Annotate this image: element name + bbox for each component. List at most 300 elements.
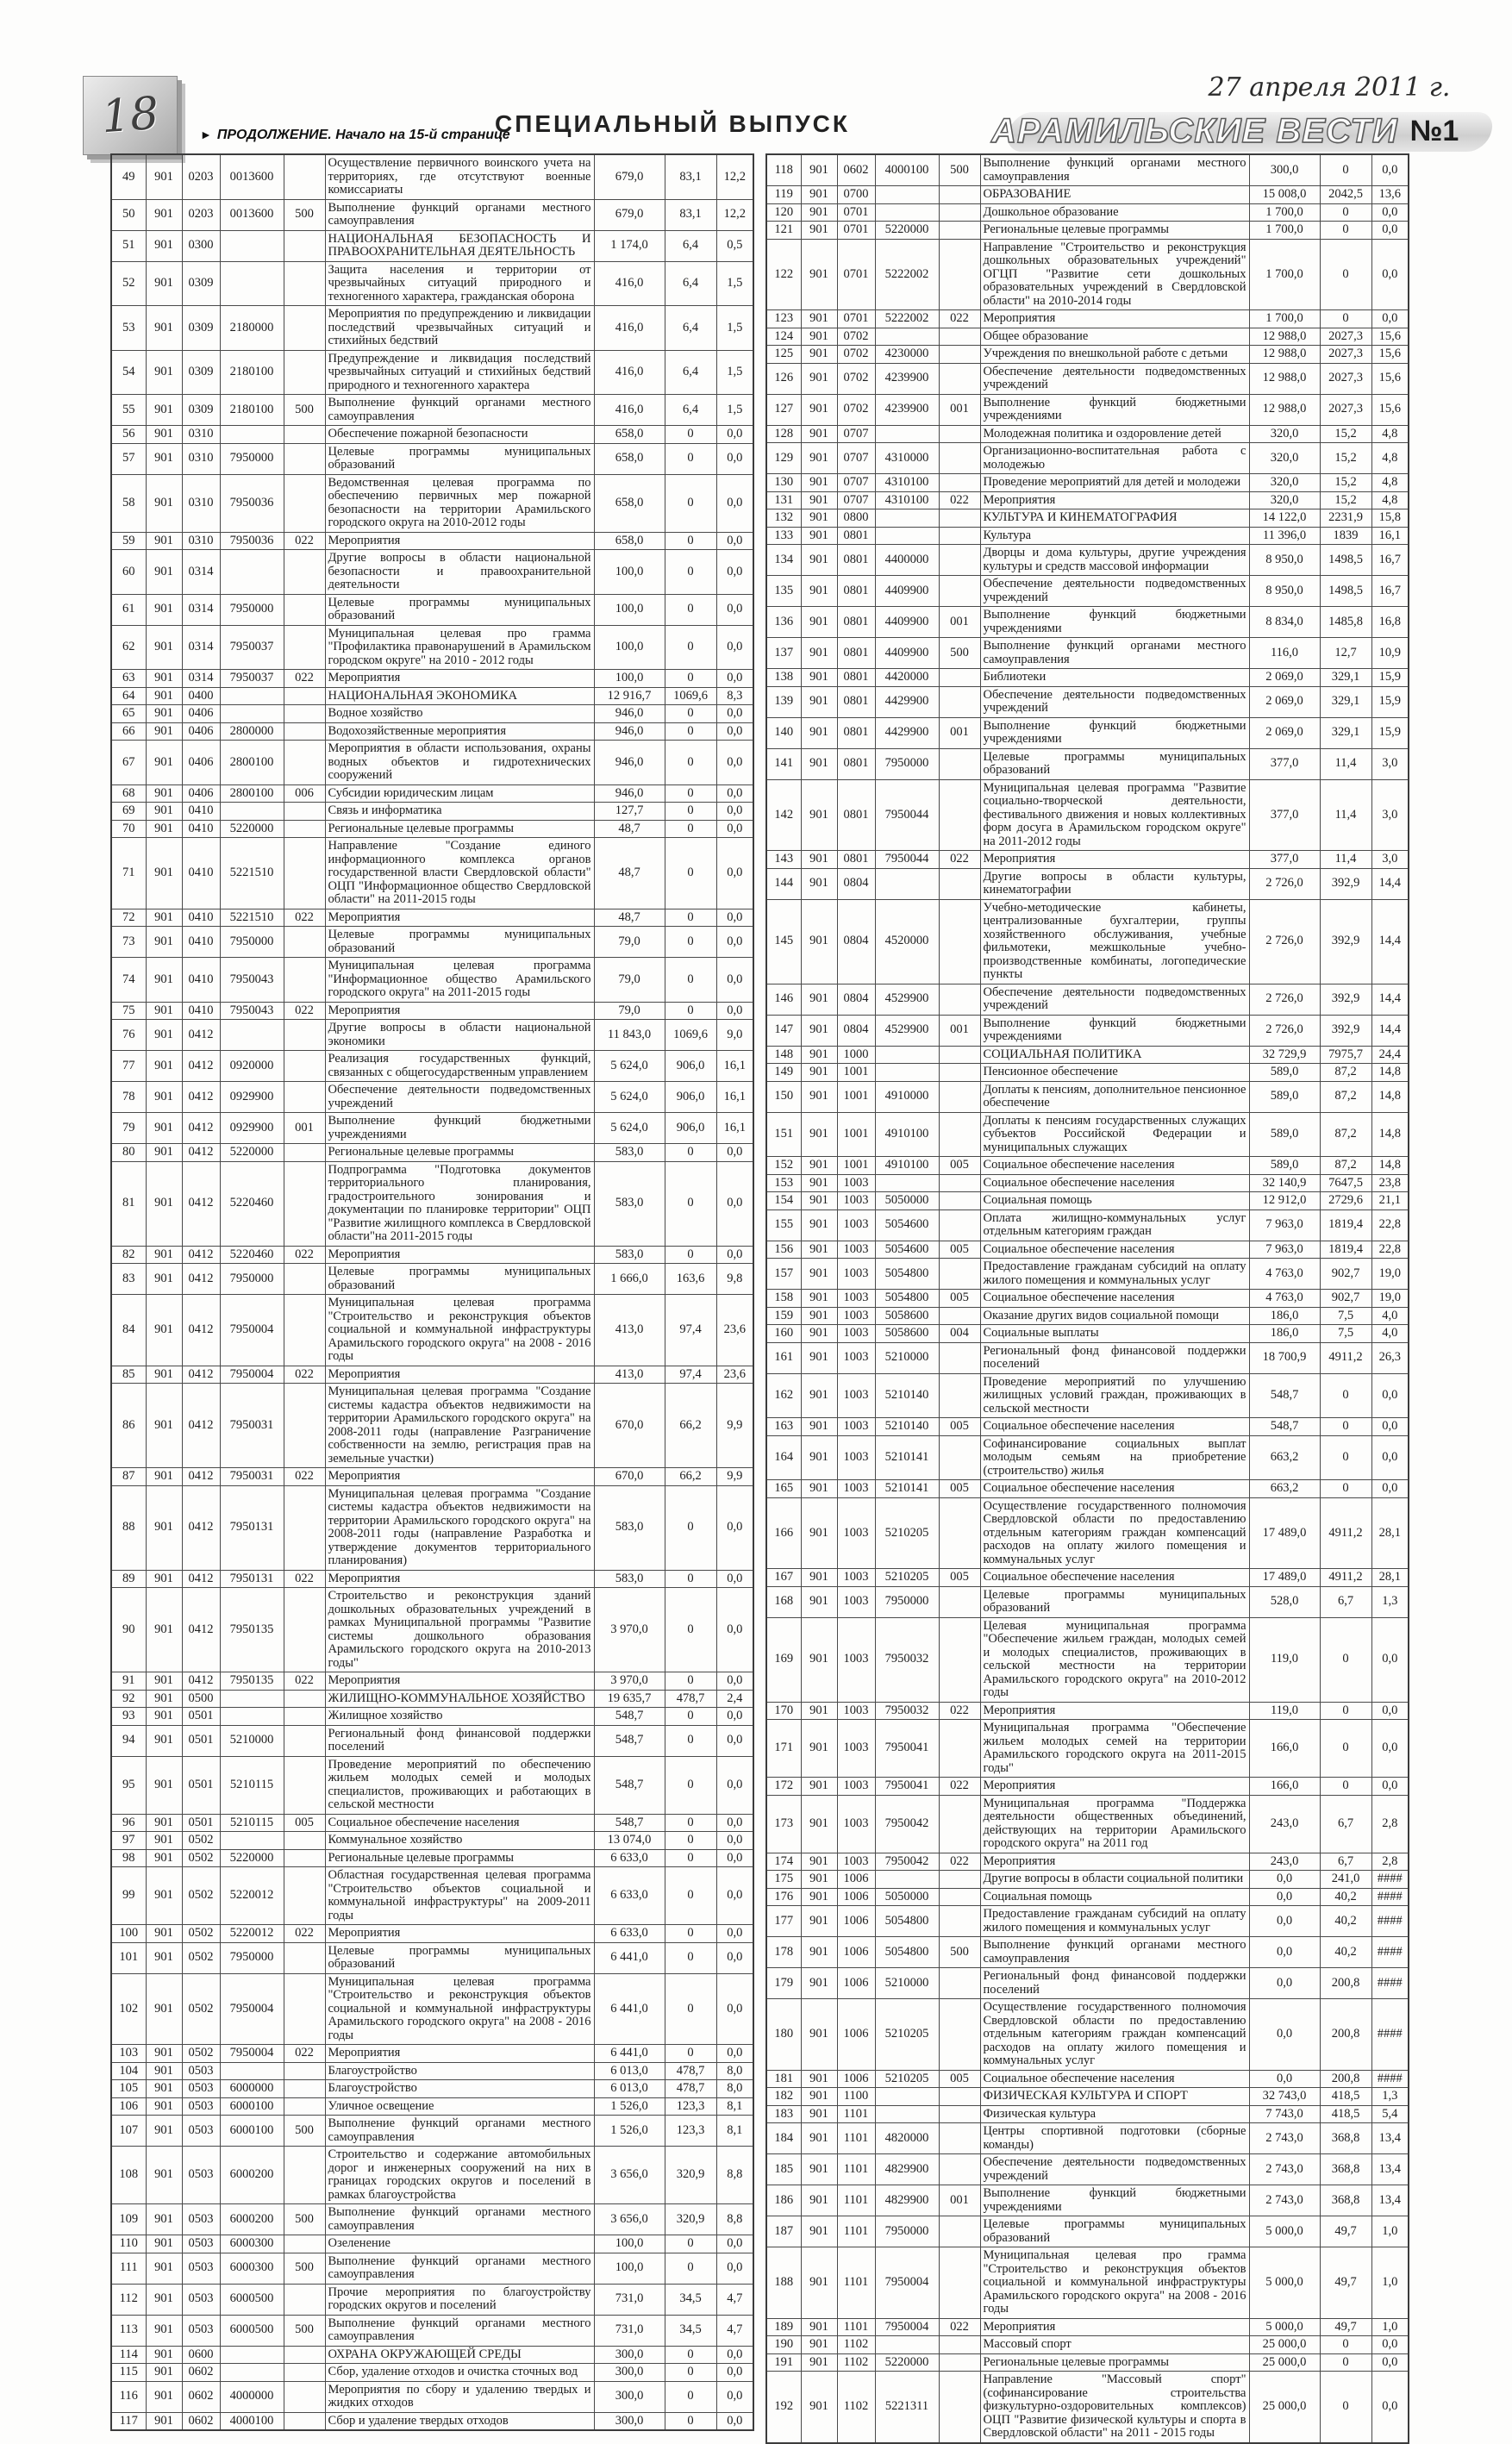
expense-name: Строительство и реконструкция зданий дошкольных образовательных учреждений в рамках Муниципальной программы "Развитие системы дошкольного образования Арамильского городского округа на 2010-2013 годы": [325, 1588, 594, 1672]
percent-executed: 15,6: [1371, 346, 1409, 364]
admin-code: 901: [801, 443, 837, 474]
approved-amount: 6 013,0: [594, 2080, 665, 2098]
expense-name: Мероприятия: [980, 1853, 1249, 1871]
executed-amount: 0: [665, 803, 716, 821]
target-article-code: 5054800: [875, 1906, 939, 1937]
executed-amount: 392,9: [1320, 868, 1371, 899]
admin-code: 901: [146, 909, 182, 927]
row-number: 118: [766, 154, 801, 186]
row-number: 68: [111, 784, 146, 803]
expense-type-code: [939, 509, 980, 528]
percent-executed: 0,0: [716, 722, 753, 741]
section-code: 0412: [182, 1366, 220, 1384]
target-article-code: 4310000: [875, 443, 939, 474]
section-code: 1003: [837, 1480, 875, 1498]
executed-amount: 200,8: [1320, 1968, 1371, 1999]
admin-code: 901: [146, 2080, 182, 2098]
executed-amount: 0: [665, 1672, 716, 1691]
executed-amount: 368,8: [1320, 2185, 1371, 2216]
executed-amount: 0: [665, 2235, 716, 2253]
admin-code: 901: [146, 1485, 182, 1570]
expense-name: Другие вопросы в области национальной безопасности и правоохранительной деятельности: [325, 550, 594, 595]
admin-code: 901: [801, 779, 837, 851]
table-row: [766, 1586, 1409, 1617]
expense-name: Другие вопросы в области культуры, кинематографии: [980, 868, 1249, 899]
approved-amount: 25 000,0: [1249, 2336, 1320, 2354]
percent-executed: 13,4: [1371, 2123, 1409, 2154]
percent-executed: 8,1: [716, 2116, 753, 2147]
expense-name: Коммунальное хозяйство: [325, 1832, 594, 1850]
percent-executed: 0,0: [716, 838, 753, 909]
row-number: 79: [111, 1113, 146, 1144]
percent-executed: 0,0: [1371, 2336, 1409, 2354]
row-number: 106: [111, 2097, 146, 2116]
target-article-code: 4409900: [875, 607, 939, 638]
percent-executed: 23,8: [1371, 1174, 1409, 1192]
target-article-code: [875, 1174, 939, 1192]
target-article-code: 5220012: [220, 1925, 284, 1943]
table-row: [766, 2353, 1409, 2372]
target-article-code: 6000500: [220, 2284, 284, 2315]
admin-code: 901: [146, 474, 182, 532]
section-code: 1003: [837, 1569, 875, 1587]
expense-name: Библиотеки: [980, 669, 1249, 687]
table-row: [111, 1867, 753, 1925]
table-row: [111, 1002, 753, 1020]
admin-code: 901: [801, 1290, 837, 1308]
section-code: 0314: [182, 670, 220, 688]
admin-code: 901: [801, 1853, 837, 1871]
executed-amount: 0: [665, 722, 716, 741]
table-row: [766, 203, 1409, 222]
approved-amount: 377,0: [1249, 779, 1320, 851]
percent-executed: 8,8: [716, 2147, 753, 2204]
executed-amount: 0: [665, 1725, 716, 1756]
executed-amount: 7975,7: [1320, 1046, 1371, 1064]
section-code: 0501: [182, 1756, 220, 1814]
expense-type-code: 022: [284, 909, 325, 927]
row-number: 122: [766, 239, 801, 310]
approved-amount: 663,2: [1249, 1480, 1320, 1498]
approved-amount: 6 633,0: [594, 1925, 665, 1943]
section-code: 1006: [837, 1999, 875, 2071]
percent-executed: 0,0: [716, 1485, 753, 1570]
executed-amount: 87,2: [1320, 1157, 1371, 1175]
expense-name: Целевые программы муниципальных образований: [325, 1264, 594, 1295]
section-code: 0412: [182, 1384, 220, 1468]
expense-name: Направление "Массовый спорт" (софинансирование строительства физкультурно-оздоровительных комплексов) ОЦП "Развитие физической культуры и спорта в Свердловской области" на 2011 - 2015 годы: [980, 2372, 1249, 2443]
admin-code: 901: [146, 705, 182, 723]
approved-amount: 416,0: [594, 350, 665, 395]
section-code: 0309: [182, 395, 220, 426]
admin-code: 901: [146, 687, 182, 705]
executed-amount: 392,9: [1320, 1015, 1371, 1046]
row-number: 55: [111, 395, 146, 426]
executed-amount: 0: [665, 1973, 716, 2045]
executed-amount: 392,9: [1320, 899, 1371, 984]
percent-executed: 0,0: [716, 1708, 753, 1726]
expense-type-code: [939, 1586, 980, 1617]
admin-code: 901: [801, 491, 837, 509]
row-number: 62: [111, 625, 146, 670]
expense-type-code: 001: [939, 2185, 980, 2216]
percent-executed: 16,8: [1371, 607, 1409, 638]
expense-name: Физическая культура: [980, 2105, 1249, 2123]
section-code: 0309: [182, 306, 220, 351]
section-code: 0804: [837, 984, 875, 1015]
expense-name: Обеспечение деятельности подведомственных учреждений: [980, 363, 1249, 394]
row-number: 72: [111, 909, 146, 927]
executed-amount: 368,8: [1320, 2154, 1371, 2185]
target-article-code: 5220000: [220, 820, 284, 838]
row-number: 132: [766, 509, 801, 528]
row-number: 186: [766, 2185, 801, 2216]
row-number: 157: [766, 1259, 801, 1290]
executed-amount: 0: [665, 532, 716, 550]
expense-type-code: [284, 2346, 325, 2364]
table-row: [111, 2412, 753, 2430]
expense-type-code: 500: [939, 1937, 980, 1968]
expense-type-code: [939, 1888, 980, 1906]
expense-name: Подпрограмма "Подготовка документов территориального планирования, градостроительного зонирования и документации по планировке территории" ОЦП "Развитие жилищного комплекса в Свердловской области"на 2011-2015 годы: [325, 1161, 594, 1246]
table-row: [111, 2235, 753, 2253]
approved-amount: 528,0: [1249, 1586, 1320, 1617]
admin-code: 901: [801, 2154, 837, 2185]
target-article-code: 7950043: [220, 958, 284, 1003]
row-number: 129: [766, 443, 801, 474]
section-code: 0410: [182, 838, 220, 909]
admin-code: 901: [801, 748, 837, 779]
approved-amount: 11 396,0: [1249, 527, 1320, 545]
percent-executed: 2,4: [716, 1690, 753, 1708]
approved-amount: 946,0: [594, 741, 665, 785]
expense-name: Связь и информатика: [325, 803, 594, 821]
row-number: 116: [111, 2381, 146, 2412]
admin-code: 901: [801, 474, 837, 492]
row-number: 175: [766, 1871, 801, 1889]
admin-code: 901: [801, 1480, 837, 1498]
admin-code: 901: [801, 2372, 837, 2443]
target-article-code: 7950004: [220, 1366, 284, 1384]
admin-code: 901: [146, 1113, 182, 1144]
section-code: 0503: [182, 2062, 220, 2080]
expense-type-code: [284, 1588, 325, 1672]
row-number: 172: [766, 1778, 801, 1796]
row-number: 167: [766, 1569, 801, 1587]
table-row: [111, 2080, 753, 2098]
expense-name: Направление "Строительство и реконструкция дошкольных образовательных учреждений" ОГЦП "Развитие сети дошкольных образовательных учреждений в Свердловской области" на 2010-2014 годы: [980, 239, 1249, 310]
row-number: 162: [766, 1373, 801, 1418]
percent-executed: 0,0: [1371, 1480, 1409, 1498]
expense-type-code: [939, 1968, 980, 1999]
row-number: 133: [766, 527, 801, 545]
approved-amount: 0,0: [1249, 1937, 1320, 1968]
table-row: [766, 1906, 1409, 1937]
expense-type-code: [939, 2372, 980, 2443]
target-article-code: 0013600: [220, 154, 284, 199]
section-code: 0702: [837, 346, 875, 364]
percent-executed: 1,5: [716, 395, 753, 426]
target-article-code: 5054600: [875, 1241, 939, 1259]
approved-amount: 2 726,0: [1249, 868, 1320, 899]
expense-type-code: [939, 1720, 980, 1778]
table-row: [766, 748, 1409, 779]
target-article-code: 7950004: [220, 1295, 284, 1366]
percent-executed: 0,0: [716, 1672, 753, 1691]
table-row: [766, 607, 1409, 638]
executed-amount: 906,0: [665, 1082, 716, 1113]
executed-amount: 0: [665, 1756, 716, 1814]
admin-code: 901: [801, 1937, 837, 1968]
approved-amount: 300,0: [594, 2346, 665, 2364]
target-article-code: [220, 2364, 284, 2382]
target-article-code: 6000000: [220, 2080, 284, 2098]
row-number: 76: [111, 1020, 146, 1051]
table-row: [111, 722, 753, 741]
section-code: 0410: [182, 927, 220, 958]
row-number: 136: [766, 607, 801, 638]
admin-code: 901: [146, 927, 182, 958]
table-row: [766, 443, 1409, 474]
section-code: 0707: [837, 491, 875, 509]
expense-type-code: [939, 346, 980, 364]
expense-type-code: 022: [939, 1778, 980, 1796]
executed-amount: 6,4: [665, 306, 716, 351]
expense-name: Культура: [980, 527, 1249, 545]
approved-amount: 583,0: [594, 1485, 665, 1570]
section-code: 1006: [837, 1937, 875, 1968]
target-article-code: [220, 426, 284, 444]
expense-type-code: [284, 230, 325, 261]
executed-amount: 0: [1320, 1702, 1371, 1720]
target-article-code: 5220000: [875, 222, 939, 240]
section-code: 0406: [182, 705, 220, 723]
section-code: 0502: [182, 1849, 220, 1867]
target-article-code: [220, 261, 284, 306]
admin-code: 901: [146, 1925, 182, 1943]
row-number: 121: [766, 222, 801, 240]
expense-name: Прочие мероприятия по благоустройству городских округов и поселений: [325, 2284, 594, 2315]
row-number: 115: [111, 2364, 146, 2382]
expense-type-code: [939, 1307, 980, 1325]
expense-type-code: [284, 1020, 325, 1051]
expense-name: Социальное обеспечение населения: [980, 2070, 1249, 2088]
admin-code: 901: [801, 1209, 837, 1241]
approved-amount: 416,0: [594, 306, 665, 351]
percent-executed: 0,0: [716, 741, 753, 785]
approved-amount: 663,2: [1249, 1435, 1320, 1480]
percent-executed: 4,8: [1371, 443, 1409, 474]
expense-type-code: [284, 2080, 325, 2098]
admin-code: 901: [146, 1867, 182, 1925]
target-article-code: 7950032: [875, 1702, 939, 1720]
table-row: [766, 2372, 1409, 2443]
executed-amount: 2027,3: [1320, 394, 1371, 425]
section-code: 0801: [837, 686, 875, 717]
approved-amount: 6 013,0: [594, 2062, 665, 2080]
section-code: 0406: [182, 784, 220, 803]
percent-executed: 5,4: [1371, 2105, 1409, 2123]
section-code: 0801: [837, 527, 875, 545]
table-row: [766, 2336, 1409, 2354]
executed-amount: 0: [665, 1708, 716, 1726]
percent-executed: 8,0: [716, 2062, 753, 2080]
approved-amount: 2 726,0: [1249, 984, 1320, 1015]
approved-amount: 186,0: [1249, 1307, 1320, 1325]
section-code: 0412: [182, 1113, 220, 1144]
expense-name: Сбор, удаление отходов и очистка сточных вод: [325, 2364, 594, 2382]
row-number: 57: [111, 443, 146, 474]
admin-code: 901: [801, 638, 837, 669]
target-article-code: 5210140: [875, 1418, 939, 1436]
percent-executed: 0,0: [716, 2381, 753, 2412]
target-article-code: 5221510: [220, 909, 284, 927]
expense-name: Обеспечение деятельности подведомственных учреждений: [325, 1082, 594, 1113]
expense-name: Выполнение функций бюджетными учреждениями: [980, 394, 1249, 425]
target-article-code: 7950004: [875, 2247, 939, 2319]
target-article-code: 5210205: [875, 2070, 939, 2088]
section-code: 1102: [837, 2353, 875, 2372]
executed-amount: 87,2: [1320, 1081, 1371, 1112]
approved-amount: 583,0: [594, 1161, 665, 1246]
section-code: 0412: [182, 1051, 220, 1082]
expense-name: Муниципальная программа "Поддержка деятельности общественных объединений, действующих на территории Арамильского городского округа" на 2011 год: [980, 1795, 1249, 1853]
table-row: [111, 395, 753, 426]
table-row: [766, 1999, 1409, 2071]
row-number: 173: [766, 1795, 801, 1853]
admin-code: 901: [801, 899, 837, 984]
expense-name: Ведомственная целевая программа по обеспечению первичных мер пожарной безопасности на территории Арамильского городского округа на 2010-2012 годы: [325, 474, 594, 532]
target-article-code: 7950032: [875, 1617, 939, 1702]
executed-amount: 0: [665, 474, 716, 532]
target-article-code: 7950041: [875, 1778, 939, 1796]
admin-code: 901: [146, 2097, 182, 2116]
admin-code: 901: [801, 509, 837, 528]
expense-name: Предоставление гражданам субсидий на оплату жилого помещения и коммунальных услуг: [980, 1906, 1249, 1937]
section-code: 0412: [182, 1468, 220, 1486]
expense-name: Мероприятия: [325, 2045, 594, 2063]
percent-executed: 28,1: [1371, 1497, 1409, 1569]
expense-type-code: [939, 474, 980, 492]
expense-type-code: 022: [939, 2318, 980, 2336]
row-number: 126: [766, 363, 801, 394]
table-row: [766, 1968, 1409, 1999]
expense-name: Мероприятия по сбору и удалению твердых и жидких отходов: [325, 2381, 594, 2412]
approved-amount: 946,0: [594, 705, 665, 723]
section-code: 0701: [837, 239, 875, 310]
percent-executed: 16,7: [1371, 545, 1409, 576]
executed-amount: 11,4: [1320, 851, 1371, 869]
admin-code: 901: [146, 230, 182, 261]
executed-amount: 2027,3: [1320, 328, 1371, 346]
expense-name: Социальное обеспечение населения: [980, 1418, 1249, 1436]
percent-executed: 0,0: [716, 2235, 753, 2253]
expense-type-code: [939, 748, 980, 779]
approved-amount: 377,0: [1249, 748, 1320, 779]
expense-type-code: 500: [284, 395, 325, 426]
approved-amount: 679,0: [594, 154, 665, 199]
table-row: [111, 958, 753, 1003]
percent-executed: 0,0: [1371, 203, 1409, 222]
target-article-code: 7950031: [220, 1384, 284, 1468]
table-row: [766, 1157, 1409, 1175]
percent-executed: 16,1: [716, 1113, 753, 1144]
expense-name: Муниципальная программа "Обеспечение жильем молодых семей на территории Арамильского городского округа на 2011-2015 годы": [980, 1720, 1249, 1778]
section-code: 1003: [837, 1259, 875, 1290]
row-number: 59: [111, 532, 146, 550]
admin-code: 901: [801, 545, 837, 576]
executed-amount: 0: [1320, 310, 1371, 328]
executed-amount: 15,2: [1320, 474, 1371, 492]
percent-executed: 15,6: [1371, 394, 1409, 425]
executed-amount: 97,4: [665, 1295, 716, 1366]
row-number: 73: [111, 927, 146, 958]
expense-type-code: 022: [939, 851, 980, 869]
section-code: 0410: [182, 958, 220, 1003]
row-number: 147: [766, 1015, 801, 1046]
executed-amount: 200,8: [1320, 1999, 1371, 2071]
approved-amount: 19 635,7: [594, 1690, 665, 1708]
executed-amount: 0: [665, 443, 716, 474]
row-number: 63: [111, 670, 146, 688]
expense-type-code: [939, 2088, 980, 2106]
executed-amount: 1819,4: [1320, 1209, 1371, 1241]
approved-amount: 8 950,0: [1249, 576, 1320, 607]
row-number: 154: [766, 1192, 801, 1210]
row-number: 169: [766, 1617, 801, 1702]
admin-code: 901: [801, 1435, 837, 1480]
approved-amount: 25 000,0: [1249, 2372, 1320, 2443]
row-number: 128: [766, 425, 801, 443]
expense-type-code: 022: [284, 532, 325, 550]
executed-amount: 0: [1320, 2353, 1371, 2372]
approved-amount: 4 763,0: [1249, 1290, 1320, 1308]
budget-table-left: [110, 153, 754, 2431]
table-row: [111, 909, 753, 927]
expense-type-code: 001: [939, 607, 980, 638]
approved-amount: 2 726,0: [1249, 1015, 1320, 1046]
approved-amount: 79,0: [594, 1002, 665, 1020]
section-code: 0412: [182, 1485, 220, 1570]
percent-executed: 16,1: [716, 1051, 753, 1082]
table-row: [766, 851, 1409, 869]
approved-amount: 5 000,0: [1249, 2318, 1320, 2336]
section-code: 0804: [837, 868, 875, 899]
expense-name: Благоустройство: [325, 2062, 594, 2080]
percent-executed: 2,8: [1371, 1853, 1409, 1871]
admin-code: 901: [146, 1832, 182, 1850]
approved-amount: 0,0: [1249, 1968, 1320, 1999]
expense-name: Мероприятия: [325, 1246, 594, 1264]
admin-code: 901: [801, 1342, 837, 1373]
table-row: [111, 426, 753, 444]
expense-type-code: [939, 1112, 980, 1157]
row-number: 113: [111, 2315, 146, 2346]
admin-code: 901: [801, 2247, 837, 2319]
expense-type-code: 022: [284, 1002, 325, 1020]
expense-name: Областная государственная целевая программа "Строительство объектов социальной и коммунальной инфраструктуры" на 2009-2011 годы: [325, 1867, 594, 1925]
budget-table-right: [765, 153, 1409, 2444]
percent-executed: ####: [1371, 1888, 1409, 1906]
percent-executed: 14,4: [1371, 868, 1409, 899]
target-article-code: 2180000: [220, 306, 284, 351]
target-article-code: 4409900: [875, 638, 939, 669]
expense-type-code: [284, 443, 325, 474]
target-article-code: 5210000: [875, 1968, 939, 1999]
expense-name: Муниципальная целевая программа "Строительство и реконструкция объектов социальной и коммунальной инфраструктуры Арамильского городского округа" на 2008 - 2016 годы: [325, 1295, 594, 1366]
row-number: 110: [111, 2235, 146, 2253]
target-article-code: [875, 527, 939, 545]
